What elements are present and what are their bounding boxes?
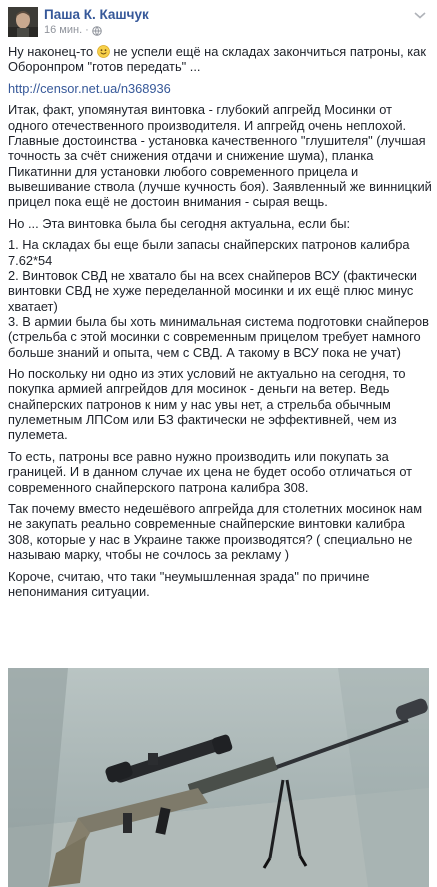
post-photo[interactable] bbox=[8, 668, 429, 887]
paragraph-4: Но ... Эта винтовка была бы сегодня актуальна, если бы: bbox=[8, 215, 351, 231]
paragraph-8: Так почему вместо недешёвого апгрейда для столетних мосинок нам не закупать реально современные снайперские винтовки калибра 308, которые у нас в Украине также производятся? ( специально не называю марку, чтобы не сочлось за рекламу ) bbox=[8, 501, 423, 562]
article-link[interactable]: http://censor.net.ua/n368936 bbox=[8, 80, 171, 96]
paragraph-5: 1. На складах бы еще были запасы снайперских патронов калибра 7.62*54 2. Винтовок СВД не хватало бы на всех снайперов ВСУ (фактически винтовки СВД не хуже переделанной мосинки и их ещё плюс минус хватает) 3. В армии была бы хоть минимальная система подготовки снайперов (стрельба с этой мосинки с современным прицелом требует намного больше знаний и опыта, чем с СВД. А такому в ВСУ пока не учат) bbox=[8, 237, 429, 360]
globe-icon bbox=[92, 26, 102, 36]
chevron-down-icon[interactable] bbox=[413, 10, 427, 20]
avatar[interactable] bbox=[8, 7, 38, 37]
post-text bbox=[8, 44, 434, 605]
paragraph-7: То есть, патроны все равно нужно производить или покупать за границей. И в данном случае их цена не будет особо отличаться от современного снайперского патрона калибра 308. bbox=[8, 448, 413, 495]
paragraph-6: Но поскольку ни одно из этих условий не актуально на сегодня, то покупка армией апгрейдов для мосинок - деньги на ветер. Ведь снайперских патронов к ним у нас увы нет, а стрельба обычным пулеметным ЛПСом или БЗ фактически не эффективней, чем из пулемета. bbox=[8, 366, 406, 443]
paragraph-3: Итак, факт, упомянутая винтовка - глубокий апгрейд Мосинки от одного отечественного производителя. И апгрейд очень неплохой. Главные достоинства - установка качественного "глушителя" (лучшая точность за счёт снижения отдачи и снижение шума), планка Пикатинни для установки любого современного прицела и вывешивание ствола (лучше кучность боя). Заявленный же винницкий прицел пока ещё не достоин внимания - сырая вещь. bbox=[8, 102, 432, 210]
post-timestamp[interactable]: 16 мин. bbox=[44, 24, 83, 36]
paragraph-9: Короче, считаю, что таки "неумышленная зрада" по причине непонимания ситуации. bbox=[8, 568, 370, 599]
smile-emoji-icon bbox=[97, 45, 110, 58]
paragraph-link bbox=[8, 81, 434, 96]
post-meta bbox=[44, 24, 102, 37]
paragraph-1: Ну наконец-то не успели ещё на складах закончиться патроны, как Оборонпром "готов передать" ... bbox=[8, 44, 426, 75]
author-name[interactable]: Паша К. Кашчук bbox=[44, 7, 149, 22]
post-header bbox=[8, 7, 429, 37]
meta-separator: · bbox=[85, 24, 89, 36]
